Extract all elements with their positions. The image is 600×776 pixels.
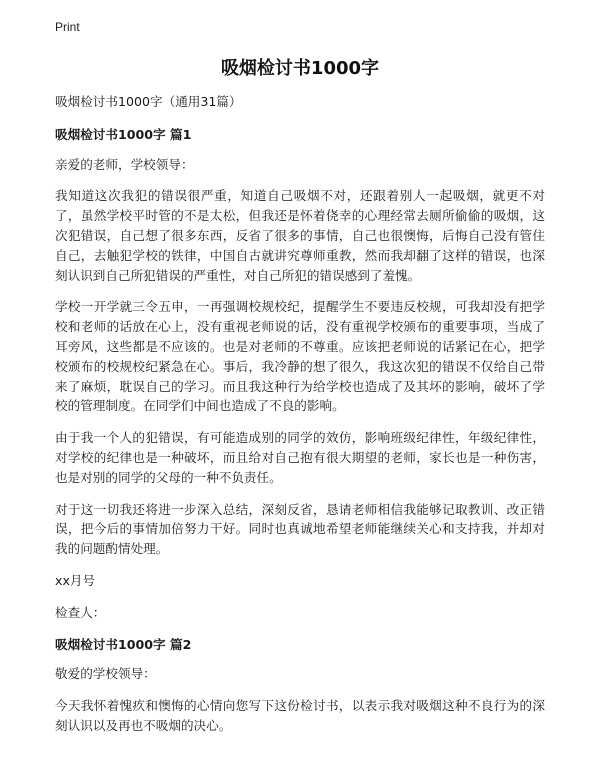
print-label[interactable]: Print	[55, 20, 80, 34]
date-line: xx月号	[55, 572, 96, 588]
section-heading-1: 吸烟检讨书1000字 篇1	[55, 126, 192, 142]
signature-line: 检查人：	[55, 604, 106, 620]
paragraph: 对于这一切我还将进一步深入总结，深刻反省，恳请老师相信我能够记取教训、改正错误，把今后的事情加倍努力干好。同时也真诚地希望老师能继续关心和支持我，并却对我的问题酌情处理。	[55, 501, 545, 557]
section-heading-2: 吸烟检讨书1000字 篇2	[55, 636, 192, 652]
document-subtitle: 吸烟检讨书1000字（通用31篇）	[55, 94, 242, 109]
greeting-1: 亲爱的老师，学校领导：	[55, 156, 194, 172]
paragraph: 由于我一个人的犯错误，有可能造成别的同学的效仿，影响班级纪律性，年级纪律性，对学校的纪律也是一种破坏，而且给对自己抱有很大期望的老师，家长也是一种伤害，也是对别的同学的父母的一种不负责任。	[55, 430, 545, 485]
paragraph: 我知道这次我犯的错误很严重，知道自己吸烟不对，还跟着别人一起吸烟，就更不对了，虽然学校平时管的不是太松，但我还是怀着侥幸的心理经常去厕所偷偷的吸烟，这次犯错误，自己想了很多东西，反省了很多的事情，自己也很懊悔，后悔自己没有管住自己，去触犯学校的铁律，中国自古就讲究尊师重教，然而我却翻了这样的错误，也深刻认识到自己所犯错误的严重性，对自己所犯的错误感到了羞愧。	[55, 188, 545, 283]
document-title: 吸烟检讨书1000字	[220, 58, 380, 79]
paragraph: 学校一开学就三令五申，一再强调校规校纪，提醒学生不要违反校规，可我却没有把学校和老师的话放在心上，没有重视老师说的话，没有重视学校颁布的重要事项，当成了耳旁风，这些都是不应该的。也是对老师的不尊重。应该把老师说的话紧记在心，把学校颁布的校规校纪紧急在心。事后，我冷静的想了很久，我这次犯的错误不仅给自己带来了麻烦，耽误自己的学习。而且我这种行为给学校也造成了及其坏的影响，破坏了学校的管理制度。在同学们中间也造成了不良的影响。	[55, 299, 545, 414]
paragraph: 今天我怀着愧疚和懊悔的心情向您写下这份检讨书，以表示我对吸烟这种不良行为的深刻认识以及再也不吸烟的决心。	[55, 698, 545, 733]
document-body	[55, 92, 545, 748]
greeting-2: 敬爱的学校领导：	[55, 666, 156, 682]
